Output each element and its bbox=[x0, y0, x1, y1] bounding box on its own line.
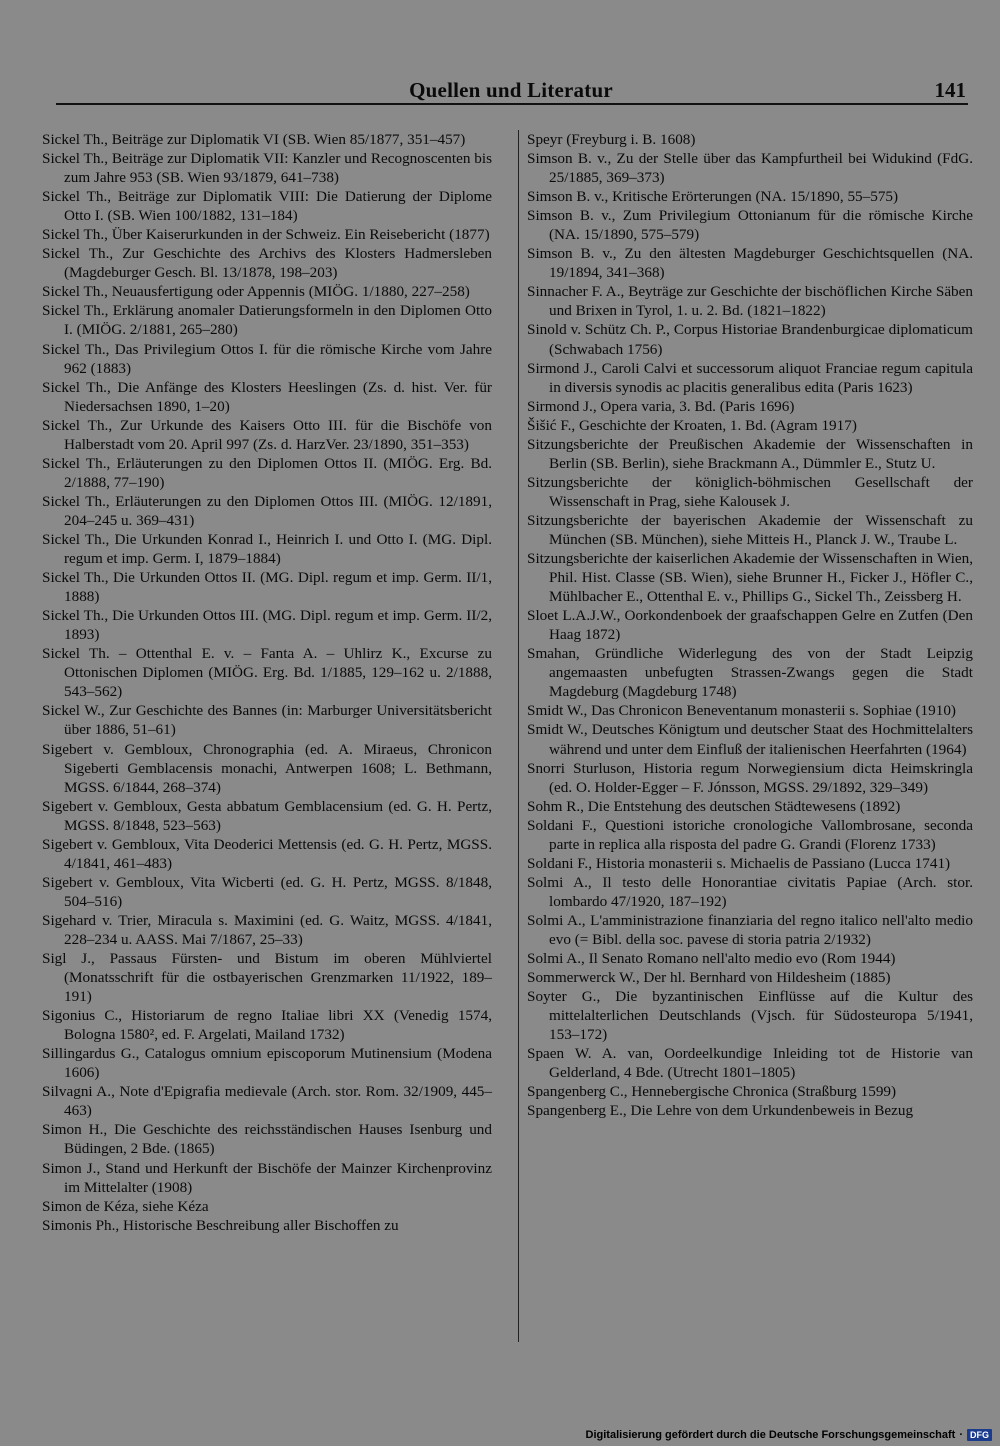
bibliography-entry: Sickel Th., Beiträge zur Diplomatik VII: Kanzler und Recognoscenten bis zum Jahre 953 (SB. Wien 93/1879, 641–738) bbox=[42, 150, 492, 187]
bibliography-entry: Solmi A., L'amministrazione finanziaria del regno italico nell'alto medio evo (= Bibl. della soc. pavese di storia patria 2/1932) bbox=[527, 911, 973, 948]
bibliography-entry: Sickel Th., Zur Geschichte des Archivs des Klosters Hadmersleben (Magdeburger Gesch. Bl. 13/1878, 198–203) bbox=[42, 245, 492, 282]
bibliography-entry: Spangenberg C., Hennebergische Chronica (Straßburg 1599) bbox=[527, 1083, 897, 1101]
page-header bbox=[56, 74, 966, 102]
bibliography-entry: Simson B. v., Zum Privilegium Ottonianum für die römische Kirche (NA. 15/1890, 575–579) bbox=[527, 207, 973, 244]
bibliography-entry: Sickel Th., Über Kaiserurkunden in der Schweiz. Ein Reisebericht (1877) bbox=[42, 226, 490, 244]
bibliography-entry: Sickel Th., Die Urkunden Ottos II. (MG. Dipl. regum et imp. Germ. II/1, 1888) bbox=[42, 569, 492, 606]
bibliography-entry: Sillingardus G., Catalogus omnium episcoporum Mutinensium (Modena 1606) bbox=[42, 1045, 492, 1082]
bibliography-entry: Sitzungsberichte der königlich-böhmischen Gesellschaft der Wissenschaft in Prag, siehe Kalousek J. bbox=[527, 473, 973, 510]
bibliography-entry: Speyr (Freyburg i. B. 1608) bbox=[527, 131, 696, 148]
bibliography-entry: Sloet L.A.J.W., Oorkondenboek der graafschappen Gelre en Zutfen (Den Haag 1872) bbox=[527, 607, 973, 644]
bibliography-entry: Sigebert v. Gembloux, Chronographia (ed. A. Miraeus, Chronicon Sigeberti Gemblacensis monachi, Antwerpen 1608; L. Bethmann, MGSS. 6/1844, 268–374) bbox=[42, 740, 492, 796]
bibliography-entry: Sinold v. Schütz Ch. P., Corpus Historiae Brandenburgicae diplomaticum (Schwabach 1756) bbox=[527, 321, 973, 358]
bibliography-entry: Sigebert v. Gembloux, Vita Wicberti (ed. G. H. Pertz, MGSS. 8/1848, 504–516) bbox=[42, 873, 492, 910]
bibliography-entry: Sigehard v. Trier, Miracula s. Maximini (ed. G. Waitz, MGSS. 4/1841, 228–234 u. AASS. Mai 7/1867, 25–33) bbox=[42, 911, 492, 948]
bibliography-entry: Smahan, Gründliche Widerlegung des von der Stadt Leipzig angemaasten unbefugten Strassen-Zwangs gegen die Stadt Magdeburg (Magdeburg 1748) bbox=[527, 645, 973, 701]
bibliography-entry: Simon H., Die Geschichte des reichsständischen Hauses Isenburg und Büdingen, 2 Bde. (1865) bbox=[42, 1121, 492, 1158]
bibliography-entry: Simon J., Stand und Herkunft der Bischöfe der Mainzer Kirchenprovinz im Mittelalter (1908) bbox=[42, 1159, 492, 1196]
left-column bbox=[42, 130, 492, 1235]
bibliography-entry: Sickel W., Zur Geschichte des Bannes (in: Marburger Universitätsbericht über 1886, 51–61) bbox=[42, 702, 492, 739]
footer: Digitalisierung gefördert durch die Deutsche Forschungsgemeinschaft · DFG bbox=[586, 1428, 992, 1442]
bibliography-entry: Solmi A., Il Senato Romano nell'alto medio evo (Rom 1944) bbox=[527, 950, 896, 968]
bibliography-entry: Simon de Kéza, siehe Kéza bbox=[42, 1197, 209, 1215]
bibliography-entry: Šišić F., Geschichte der Kroaten, 1. Bd. (Agram 1917) bbox=[527, 416, 857, 434]
bibliography-entry: Sickel Th., Neuausfertigung oder Appennis (MIÖG. 1/1880, 227–258) bbox=[42, 283, 470, 301]
bibliography-entry: Sigl J., Passaus Fürsten- und Bistum im oberen Mühlviertel (Monatsschrift für die ostbayerischen Grenzmarken 11/1922, 189–191) bbox=[42, 950, 492, 1006]
bibliography-entry: Sickel Th., Zur Urkunde des Kaisers Otto III. für die Bischöfe von Halberstadt vom 20. April 997 (Zs. d. HarzVer. 23/1890, 351–353) bbox=[42, 416, 492, 453]
bibliography-entry: Sickel Th., Erklärung anomaler Datierungsformeln in den Diplomen Otto I. (MIÖG. 2/1881, 265–280) bbox=[42, 302, 492, 339]
bibliography-entry: Simonis Ph., Historische Beschreibung aller Bischoffen zu bbox=[42, 1216, 399, 1234]
bibliography-entry: Soldani F., Questioni istoriche cronologiche Vallombrosane, seconda parte in replica alla risposta del padre G. Grandi (Florenz 1733) bbox=[527, 816, 973, 853]
right-column bbox=[527, 130, 973, 1120]
bibliography-entry: Sickel Th., Die Urkunden Ottos III. (MG. Dipl. regum et imp. Germ. II/2, 1893) bbox=[42, 607, 492, 644]
bibliography-entry: Sickel Th., Beiträge zur Diplomatik VIII: Die Datierung der Diplome Otto I. (SB. Wien 100/1882, 131–184) bbox=[42, 188, 492, 225]
bibliography-entry: Sirmond J., Opera varia, 3. Bd. (Paris 1696) bbox=[527, 397, 795, 415]
bibliography-entry: Sirmond J., Caroli Calvi et successorum aliquot Franciae regum capitula in diversis synodis ac placitis generalibus edita (Paris 1623) bbox=[527, 359, 973, 396]
header-rule bbox=[56, 103, 968, 105]
bibliography-entry: Sohm R., Die Entstehung des deutschen Städtewesens (1892) bbox=[527, 797, 901, 815]
footer-text: Digitalisierung gefördert durch die Deutsche Forschungsgemeinschaft bbox=[585, 1429, 956, 1441]
bibliography-entry: Snorri Sturluson, Historia regum Norwegiensium dicta Heimskringla (ed. O. Holder-Egger – F. Jónsson, MGSS. 29/1892, 329–349) bbox=[527, 759, 973, 796]
bibliography-entry: Smidt W., Deutsches Königtum und deutscher Staat des Hochmittelalters während und unter dem Einfluß der italienischen Heerfahrten (1964) bbox=[527, 721, 973, 758]
bibliography-entry: Sickel Th., Beiträge zur Diplomatik VI (SB. Wien 85/1877, 351–457) bbox=[42, 131, 466, 148]
bibliography-entry: Sigebert v. Gembloux, Gesta abbatum Gemblacensium (ed. G. H. Pertz, MGSS. 8/1848, 523–563) bbox=[42, 797, 492, 834]
bibliography-entry: Sitzungsberichte der bayerischen Akademie der Wissenschaft zu München (SB. München), siehe Mitteis H., Planck J. W., Traube L. bbox=[527, 511, 973, 548]
bibliography-entry: Sitzungsberichte der kaiserlichen Akademie der Wissenschaften in Wien, Phil. Hist. Classe (SB. Wien), siehe Brunner H., Ficker J., Höfler C., Mühlbacher E., Ottenthal E. v., Phillips G., Sickel Th., Zeissberg H. bbox=[527, 550, 973, 606]
bibliography-entry: Smidt W., Das Chronicon Beneventanum monasterii s. Sophiae (1910) bbox=[527, 702, 956, 720]
bibliography-entry: Sigonius C., Historiarum de regno Italiae libri XX (Venedig 1574, Bologna 1580², ed. F. Argelati, Mailand 1732) bbox=[42, 1007, 492, 1044]
bibliography-entry: Spangenberg E., Die Lehre von dem Urkundenbeweis in Bezug bbox=[527, 1102, 914, 1120]
bibliography-entry: Sickel Th., Die Urkunden Konrad I., Heinrich I. und Otto I. (MG. Dipl. regum et imp. Germ. I, 1879–1884) bbox=[42, 530, 492, 568]
bibliography-entry: Sitzungsberichte der Preußischen Akademie der Wissenschaften in Berlin (SB. Berlin), siehe Brackmann A., Dümmler E., Stutz U. bbox=[527, 435, 973, 472]
dfg-logo-icon: DFG bbox=[967, 1429, 992, 1441]
bibliography-entry: Simson B. v., Zu den ältesten Magdeburger Geschichtsquellen (NA. 19/1894, 341–368) bbox=[527, 245, 973, 282]
bibliography-entry: Sommerwerck W., Der hl. Bernhard von Hildesheim (1885) bbox=[527, 969, 891, 987]
bibliography-entry: Sickel Th., Die Anfänge des Klosters Heeslingen (Zs. d. hist. Ver. für Niedersachsen 1890, 1–20) bbox=[42, 378, 492, 415]
column-divider bbox=[518, 130, 519, 1342]
bibliography-entry: Sickel Th., Erläuterungen zu den Diplomen Ottos III. (MIÖG. 12/1891, 204–245 u. 369–431) bbox=[42, 492, 492, 529]
bibliography-entry: Soyter G., Die byzantinischen Einflüsse auf die Kultur des mittelalterlichen Deutschlands (Vjsch. für Südosteuropa 5/1941, 153–172) bbox=[527, 988, 973, 1044]
bibliography-entry: Sickel Th., Das Privilegium Ottos I. für die römische Kirche vom Jahre 962 (1883) bbox=[42, 340, 492, 377]
bibliography-entry: Silvagni A., Note d'Epigrafia medievale (Arch. stor. Rom. 32/1909, 445–463) bbox=[42, 1083, 492, 1120]
bibliography-entry: Spaen W. A. van, Oordeelkundige Inleiding tot de Historie van Gelderland, 4 Bde. (Utrecht 1801–1805) bbox=[527, 1045, 973, 1082]
bibliography-entry: Soldani F., Historia monasterii s. Michaelis de Passiano (Lucca 1741) bbox=[527, 854, 951, 872]
bibliography-entry: Sinnacher F. A., Beyträge zur Geschichte der bischöflichen Kirche Säben und Brixen in Tyrol, 1. u. 2. Bd. (1821–1822) bbox=[527, 283, 973, 320]
page-title: Quellen und Literatur bbox=[409, 78, 613, 102]
bibliography-entry: Simson B. v., Zu der Stelle über das Kampfurtheil bei Widukind (FdG. 25/1885, 369–373) bbox=[527, 150, 973, 187]
bibliography-entry: Simson B. v., Kritische Erörterungen (NA. 15/1890, 55–575) bbox=[527, 188, 899, 206]
bibliography-entry: Sigebert v. Gembloux, Vita Deoderici Mettensis (ed. G. H. Pertz, MGSS. 4/1841, 461–483) bbox=[42, 835, 492, 872]
bibliography-entry: Sickel Th., Erläuterungen zu den Diplomen Ottos II. (MIÖG. Erg. Bd. 2/1888, 77–190) bbox=[42, 454, 492, 491]
bibliography-entry: Sickel Th. – Ottenthal E. v. – Fanta A. – Uhlirz K., Excurse zu Ottonischen Diplomen (MIÖG. Erg. Bd. 1/1885, 129–162 u. 2/1888, 543–562) bbox=[42, 645, 492, 701]
page-number: 141 bbox=[934, 78, 966, 102]
bibliography-entry: Solmi A., Il testo delle Honorantiae civitatis Papiae (Arch. stor. lombardo 47/1920, 187–192) bbox=[527, 873, 973, 910]
